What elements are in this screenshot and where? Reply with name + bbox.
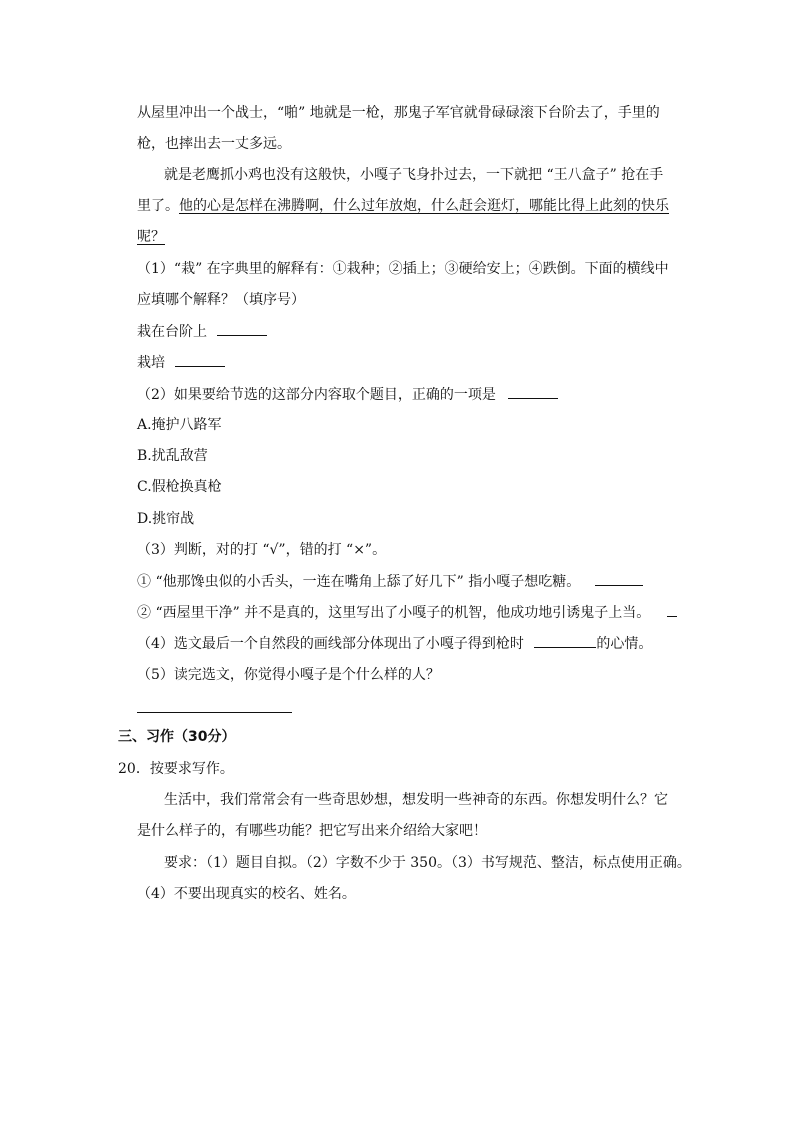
question-3: （3）判断，对的打 “√”，错的打 “×”。 xyxy=(137,542,387,558)
question-2-option-d: D.挑帘战 xyxy=(137,511,195,527)
question-1-item-b xyxy=(137,352,225,373)
passage-line-4 xyxy=(137,196,669,216)
question-3-item-2-text: ② “西屋里干净” 并不是真的，这里写出了小嘎子的机智，他成功地引诱鬼子上当。 xyxy=(137,605,651,621)
question-3-item-2 xyxy=(137,602,677,623)
answer-blank[interactable] xyxy=(217,321,267,336)
requirements-line-1: 要求：（1）题目自拟。（2）字数不少于 350。（3）书写规范、整洁，标点使用正确。 xyxy=(164,855,691,871)
question-4-text-before: （4）选文最后一个自然段的画线部分体现出了小嘎子得到枪时 xyxy=(137,636,524,652)
question-3-item-1-text: ① “他那馋虫似的小舌头，一连在嘴角上舔了好几下” 指小嘎子想吃糖。 xyxy=(137,574,581,590)
question-1-line-2: 应填哪个解释？（填序号） xyxy=(137,292,305,308)
question-2-option-c: C.假枪换真枪 xyxy=(137,479,222,495)
passage-line-1: 从屋里冲出一个战士，“啪” 地就是一枪，那鬼子军官就骨碌碌滚下台阶去了，手里的 xyxy=(137,105,660,121)
passage-line-3: 就是老鹰抓小鸡也没有这般快，小嘎子飞身扑过去，一下就把 “王八盒子” 抢在手 xyxy=(164,167,664,183)
passage-line-2: 枪，也摔出去一丈多远。 xyxy=(137,136,291,152)
underlined-sentence: 他的心是怎样在沸腾啊，什么过年放炮，什么赶会逛灯，哪能比得上此刻的快乐 xyxy=(179,198,669,214)
requirements-line-2: （4）不要出现真实的校名、姓名。 xyxy=(137,886,356,902)
answer-blank[interactable] xyxy=(175,352,225,367)
question-5: （5）读完选文，你觉得小嘎子是个什么样的人？ xyxy=(137,667,440,683)
answer-blank[interactable] xyxy=(595,571,643,586)
question-1-item-b-text: 栽培 xyxy=(137,355,165,371)
answer-blank[interactable] xyxy=(667,602,677,617)
passage-line-5: 呢？ xyxy=(137,229,165,245)
answer-blank[interactable] xyxy=(508,384,558,399)
writing-prompt-line-2: 是什么样子的，有哪些功能？把它写出来介绍给大家吧！ xyxy=(137,823,487,839)
question-2-text: （2）如果要给节选的这部分内容取个题目，正确的一项是 xyxy=(137,387,496,403)
question-3-item-1 xyxy=(137,571,643,592)
question-2-option-a: A.掩护八路军 xyxy=(137,417,222,433)
question-2-option-b: B.扰乱敌营 xyxy=(137,448,208,464)
question-4-text-after: 的心情。 xyxy=(596,636,653,652)
question-2 xyxy=(137,384,558,405)
answer-line[interactable] xyxy=(137,712,292,713)
question-1-line-1: （1）“栽” 在字典里的解释有：①栽种；②插上；③硬给安上；④跌倒。下面的横线中 xyxy=(137,261,669,277)
question-1-item-a xyxy=(137,321,267,342)
section-heading: 三、习作（30分） xyxy=(118,729,236,745)
question-1-item-a-text: 栽在台阶上 xyxy=(137,324,207,340)
passage-line-4-plain: 里了。 xyxy=(137,198,179,214)
writing-prompt-line-1: 生活中，我们常常会有一些奇思妙想，想发明一些神奇的东西。你想发明什么？它 xyxy=(164,792,668,808)
question-20: 20．按要求写作。 xyxy=(118,761,234,777)
question-4 xyxy=(137,633,652,654)
answer-blank[interactable] xyxy=(534,633,596,648)
